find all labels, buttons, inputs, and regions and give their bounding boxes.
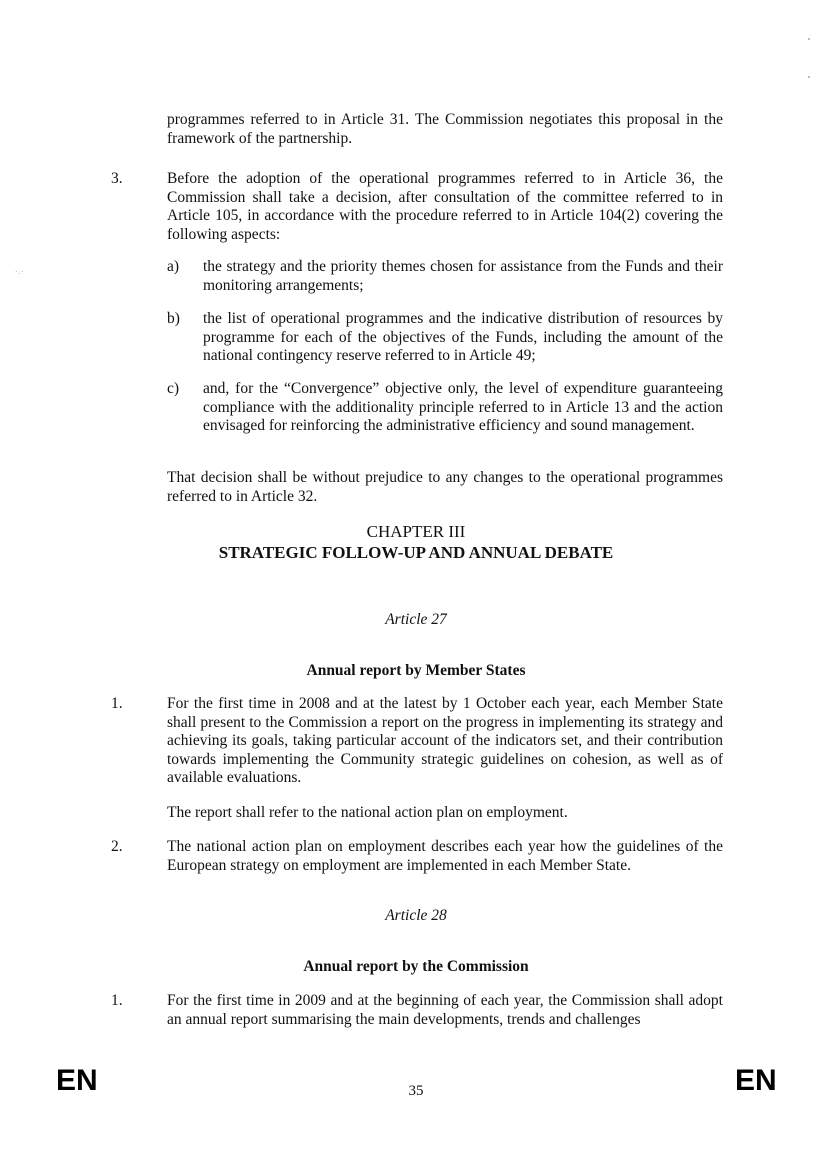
point-text: Before the adoption of the operational programmes referred to in Article 36, the Commission shall take a decision, after consultation of the committee referred to in Article 105, in accordance with the procedure referred to in Article 104(2) covering the following aspects: [167, 170, 723, 243]
article-heading: Article 28 [385, 907, 447, 924]
language-code-right: EN [735, 1064, 777, 1097]
article-title: Annual report by Member States [306, 662, 526, 679]
paragraph-number: 2. [111, 838, 123, 855]
article-paragraph: The report shall refer to the national action plan on employment. [167, 804, 568, 821]
page-number: 35 [408, 1083, 424, 1099]
list-item-text: and, for the “Convergence” objective only, the level of expenditure guaranteeing compliance with the additionality principle referred to in Article 13 and the action envisaged for reinforcing the administrative efficiency and sound management. [203, 380, 723, 435]
language-code-left: EN [56, 1064, 98, 1097]
chapter-title: STRATEGIC FOLLOW-UP AND ANNUAL DEBATE [218, 543, 614, 562]
scan-artifact [808, 76, 810, 78]
scan-artifact: ·.· [15, 268, 25, 276]
list-item-text: the list of operational programmes and the indicative distribution of resources by programme for each of the objectives of the Funds, including the amount of the national contingency reserve referred to in Article 49; [203, 310, 723, 365]
list-item-letter: c) [167, 380, 180, 397]
paragraph-number: 1. [111, 992, 123, 1009]
paragraph-number: 1. [111, 695, 123, 712]
scan-artifact [808, 38, 810, 40]
list-item-letter: a) [167, 258, 180, 275]
chapter-number: CHAPTER III [366, 522, 466, 541]
intro-paragraph: programmes referred to in Article 31. The Commission negotiates this proposal in the framework of the partnership. [167, 111, 723, 147]
article-paragraph: For the first time in 2008 and at the latest by 1 October each year, each Member State shall present to the Commission a report on the progress in implementing its strategy and achieving its goals, taking particular account of the indicators set, and their contribution towards implementing the Community strategic guidelines on cohesion, as well as of available evaluations. [167, 695, 723, 787]
list-item-text: the strategy and the priority themes chosen for assistance from the Funds and their monitoring arrangements; [203, 258, 723, 294]
article-paragraph: For the first time in 2009 and at the beginning of each year, the Commission shall adopt an annual report summarising the main developments, trends and challenges [167, 992, 723, 1028]
article-paragraph: The national action plan on employment describes each year how the guidelines of the European strategy on employment are implemented in each Member State. [167, 838, 723, 874]
article-heading: Article 27 [385, 611, 447, 628]
closing-paragraph: That decision shall be without prejudice to any changes to the operational programmes referred to in Article 32. [167, 469, 723, 505]
point-number: 3. [111, 170, 123, 187]
list-item-letter: b) [167, 310, 180, 327]
article-title: Annual report by the Commission [303, 958, 529, 975]
